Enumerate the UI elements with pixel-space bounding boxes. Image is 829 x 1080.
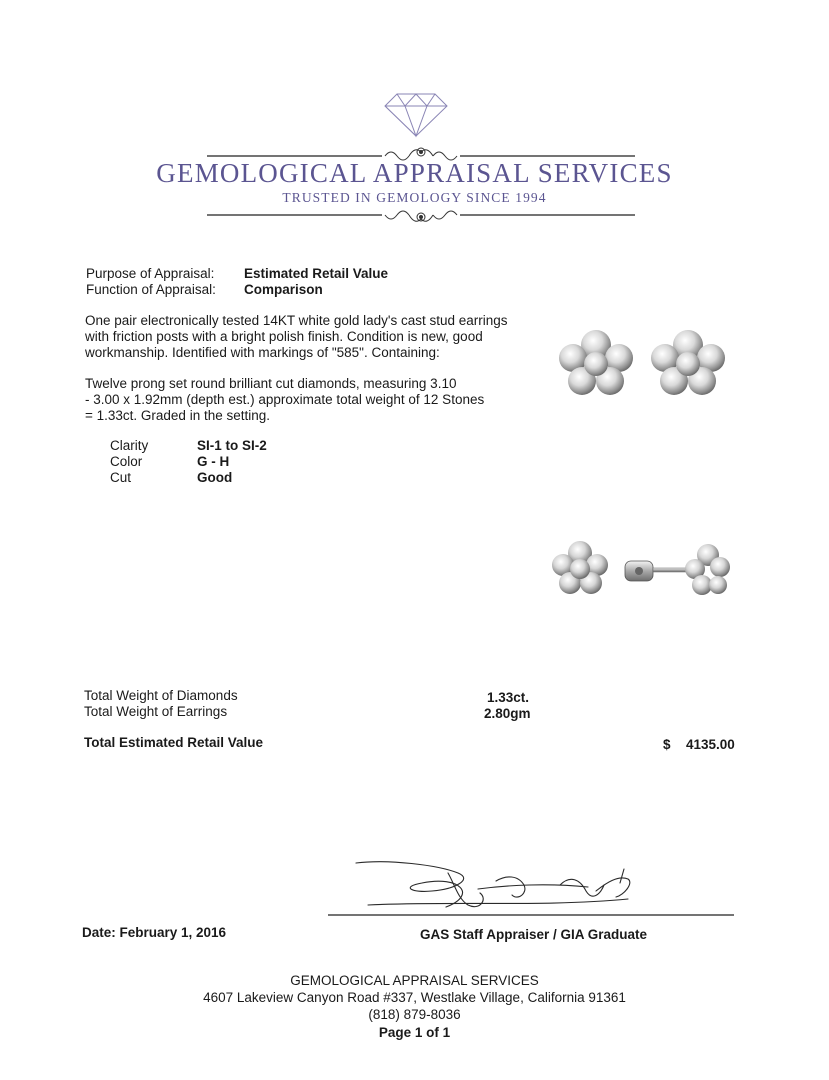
description-line: workmanship. Identified with markings of "585". Containing: [85, 345, 440, 360]
diamond-icon [383, 92, 449, 138]
purpose-value: Estimated Retail Value [244, 266, 389, 281]
stone-line: = 1.33ct. Graded in the setting. [85, 408, 270, 423]
logo-title: GEMOLOGICAL APPRAISAL SERVICES [156, 158, 673, 188]
grade-label: Color [110, 454, 143, 469]
function-label: Function of Appraisal: [86, 282, 216, 297]
function-value: Comparison [244, 282, 323, 297]
logo-tagline: TRUSTED IN GEMOLOGY SINCE 1994 [282, 190, 547, 205]
grade-value: G - H [197, 454, 230, 469]
item-description [85, 313, 525, 361]
appraiser-title: GAS Staff Appraiser / GIA Graduate [420, 927, 648, 942]
appraisal-date: Date: February 1, 2016 [82, 925, 227, 940]
stone-description [85, 376, 525, 424]
earrings-side-photo [550, 535, 750, 605]
purpose-label: Purpose of Appraisal: [86, 266, 215, 281]
footer-company: GEMOLOGICAL APPRAISAL SERVICES [290, 973, 539, 988]
currency-symbol: $ [663, 737, 671, 752]
stone-line: Twelve prong set round brilliant cut diamonds, measuring 3.10 [85, 376, 457, 391]
footer-address: 4607 Lakeview Canyon Road #337, Westlake Village, California 91361 [203, 990, 626, 1005]
ornament-bottom [207, 205, 635, 225]
grade-label: Cut [110, 470, 132, 485]
description-line: with friction posts with a bright polish finish. Condition is new, good [85, 329, 483, 344]
grade-value: SI-1 to SI-2 [197, 438, 267, 453]
total-retail-value: 4135.00 [686, 737, 735, 752]
total-retail-label: Total Estimated Retail Value [84, 735, 264, 750]
total-diamonds-value: 1.33ct. [487, 690, 530, 705]
total-earrings-label: Total Weight of Earrings [84, 704, 228, 719]
footer-phone: (818) 879-8036 [368, 1007, 461, 1022]
description-line: One pair electronically tested 14KT white gold lady's cast stud earrings [85, 313, 508, 328]
stone-line: - 3.00 x 1.92mm (depth est.) approximate total weight of 12 Stones [85, 392, 485, 407]
page-number: Page 1 of 1 [378, 1025, 451, 1040]
earrings-front-photo [552, 318, 752, 408]
total-earrings-value: 2.80gm [484, 706, 531, 721]
grade-value: Good [197, 470, 233, 485]
appraiser-signature [328, 855, 738, 925]
total-diamonds-label: Total Weight of Diamonds [84, 688, 238, 703]
grade-label: Clarity [110, 438, 149, 453]
